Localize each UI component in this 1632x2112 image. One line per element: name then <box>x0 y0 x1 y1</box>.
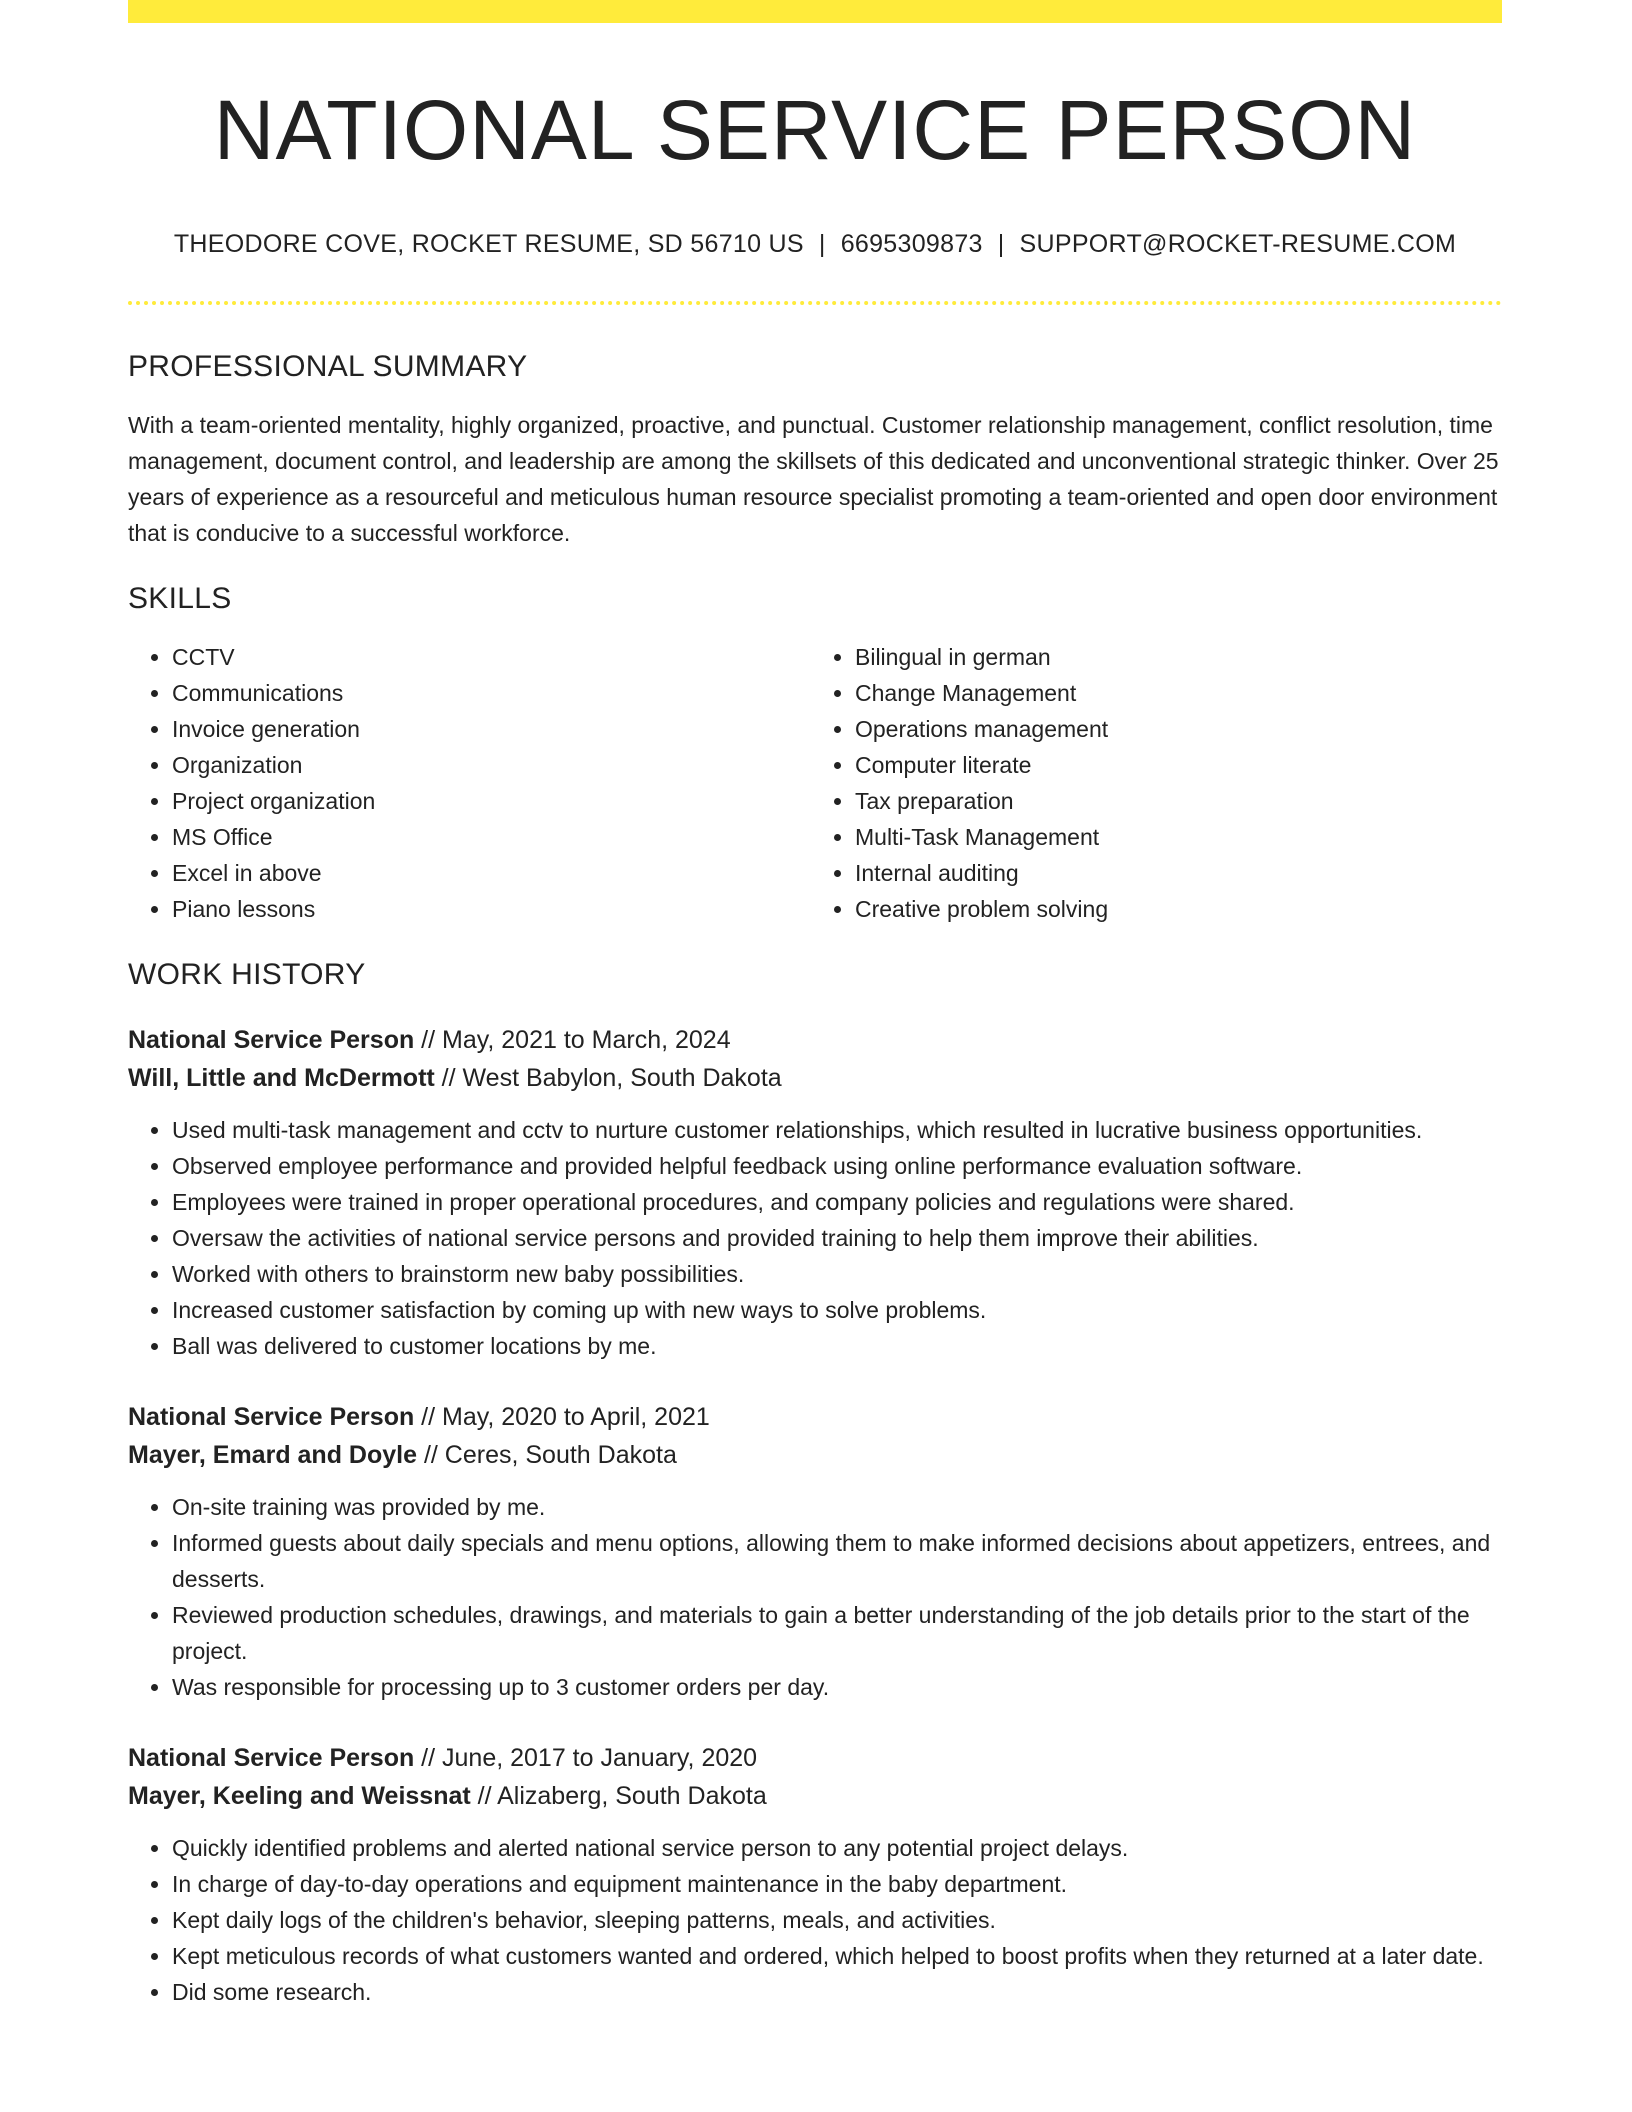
job-duty: • Used multi-task management and cctv to nurture customer relationships, which resulted in lucrative business opportunities. <box>172 1112 1502 1148</box>
job-role: National Service Person <box>128 1744 415 1772</box>
job-role-line <box>128 1398 1502 1436</box>
skill-item: • Excel in above <box>172 855 805 891</box>
job-entry <box>128 1021 1502 1364</box>
resume-content <box>128 0 1502 2010</box>
job-duty: • Informed guests about daily specials and menu options, allowing them to make informed decisions about appetizers, entrees, and desserts. <box>172 1525 1502 1597</box>
contact-address: THEODORE COVE, ROCKET RESUME, SD 56710 US <box>173 230 804 258</box>
job-company-line <box>128 1777 1502 1815</box>
contact-separator: | <box>818 230 826 258</box>
contact-phone: 6695309873 <box>840 230 983 258</box>
job-duty: • Was responsible for processing up to 3 customer orders per day. <box>172 1669 1502 1705</box>
skill-item: • CCTV <box>172 639 805 675</box>
job-location: // West Babylon, South Dakota <box>434 1064 782 1092</box>
job-entry <box>128 1739 1502 2010</box>
job-duty: • Oversaw the activities of national service persons and provided training to help them improve their abilities. <box>172 1220 1502 1256</box>
header-divider <box>128 301 1502 305</box>
job-duty: • Observed employee performance and provided helpful feedback using online performance evaluation software. <box>172 1148 1502 1184</box>
job-dates: // May, 2021 to March, 2024 <box>414 1026 731 1054</box>
skills-list <box>128 639 1502 927</box>
skill-item: • Organization <box>172 747 805 783</box>
skill-item: • Communications <box>172 675 805 711</box>
skill-item: • MS Office <box>172 819 805 855</box>
summary-text: With a team-oriented mentality, highly organized, proactive, and punctual. Customer relationship management, conflict resolution, time management, document control, and leadership are among the skillsets of this dedicated and unconventional strategic thinker. Over 25 years of experience as a resourceful and meticulous human resource specialist promoting a team-oriented and open door environment that is conducive to a successful workforce. <box>128 412 1499 546</box>
job-company-line <box>128 1436 1502 1474</box>
skill-item: • Change Management <box>855 675 1488 711</box>
job-duty: • Worked with others to brainstorm new baby possibilities. <box>172 1256 1502 1292</box>
job-company: Mayer, Emard and Doyle <box>128 1441 418 1469</box>
job-location: // Ceres, South Dakota <box>417 1441 677 1469</box>
job-role-line <box>128 1739 1502 1777</box>
candidate-name: NATIONAL SERVICE PERSON <box>213 83 1417 177</box>
job-company-line <box>128 1059 1502 1097</box>
job-duties <box>128 1830 1502 2010</box>
skill-item: • Operations management <box>855 711 1488 747</box>
job-entry <box>128 1398 1502 1705</box>
job-company: Will, Little and McDermott <box>128 1064 435 1092</box>
job-dates: // May, 2020 to April, 2021 <box>414 1403 710 1431</box>
work-history-heading: WORK HISTORY <box>128 958 366 991</box>
job-role-line <box>128 1021 1502 1059</box>
job-duties <box>128 1489 1502 1705</box>
job-duty: • Increased customer satisfaction by coming up with new ways to solve problems. <box>172 1292 1502 1328</box>
summary-heading: PROFESSIONAL SUMMARY <box>128 350 528 383</box>
job-duty: • In charge of day-to-day operations and equipment maintenance in the baby department. <box>172 1866 1502 1902</box>
job-role: National Service Person <box>128 1026 415 1054</box>
skill-item: • Internal auditing <box>855 855 1488 891</box>
contact-separator: | <box>997 230 1005 258</box>
job-duty: • Reviewed production schedules, drawings, and materials to gain a better understanding of the job details prior to the start of the project. <box>172 1597 1502 1669</box>
job-duty: • Kept daily logs of the children's behavior, sleeping patterns, meals, and activities. <box>172 1902 1502 1938</box>
job-duty: • Did some research. <box>172 1974 1502 2010</box>
skill-item: • Multi-Task Management <box>855 819 1488 855</box>
job-company: Mayer, Keeling and Weissnat <box>128 1782 471 1810</box>
skill-item: • Bilingual in german <box>855 639 1488 675</box>
skill-item: • Computer literate <box>855 747 1488 783</box>
job-duty: • Quickly identified problems and alerted national service person to any potential project delays. <box>172 1830 1502 1866</box>
contact-line <box>128 228 1502 260</box>
job-location: // Alizaberg, South Dakota <box>470 1782 767 1810</box>
skill-item: • Tax preparation <box>855 783 1488 819</box>
skill-item: • Project organization <box>172 783 805 819</box>
skill-item: • Piano lessons <box>172 891 805 927</box>
skills-column-left <box>128 639 805 927</box>
skills-column-right <box>805 639 1488 927</box>
job-dates: // June, 2017 to January, 2020 <box>414 1744 758 1772</box>
job-duty: • On-site training was provided by me. <box>172 1489 1502 1525</box>
job-duties <box>128 1112 1502 1364</box>
skill-item: • Creative problem solving <box>855 891 1488 927</box>
job-role: National Service Person <box>128 1403 415 1431</box>
contact-email: SUPPORT@ROCKET-RESUME.COM <box>1019 230 1457 258</box>
job-duty: • Kept meticulous records of what customers wanted and ordered, which helped to boost profits when they returned at a later date. <box>172 1938 1502 1974</box>
job-duty: • Ball was delivered to customer locations by me. <box>172 1328 1502 1364</box>
job-duty: • Employees were trained in proper operational procedures, and company policies and regulations were shared. <box>172 1184 1502 1220</box>
skill-item: • Invoice generation <box>172 711 805 747</box>
skills-heading: SKILLS <box>128 582 232 615</box>
